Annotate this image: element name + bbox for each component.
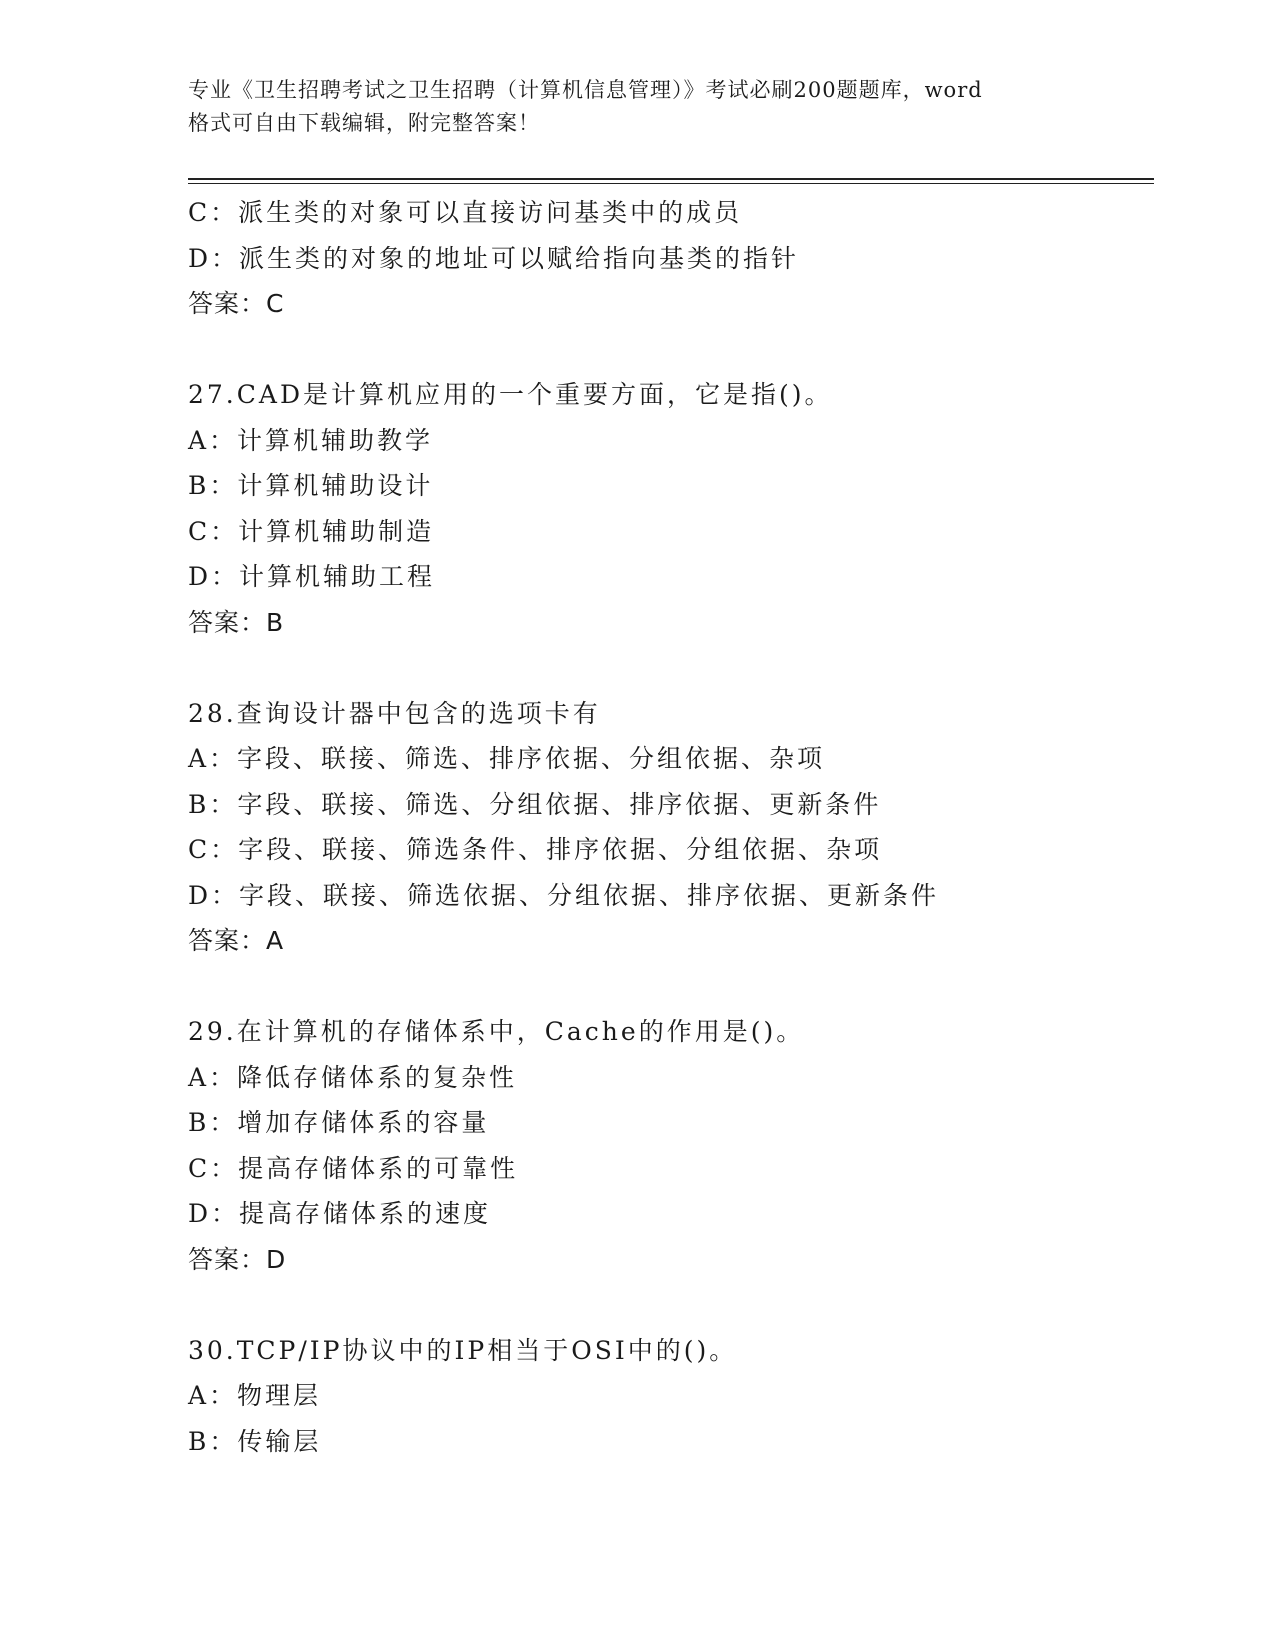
option-a: A：降低存储体系的复杂性: [188, 1062, 518, 1092]
spacer: [188, 964, 1148, 1010]
question-stem: 28.查询设计器中包含的选项卡有: [188, 698, 601, 728]
option-b: B：字段、联接、筛选、分组依据、排序依据、更新条件: [188, 789, 882, 819]
question-29: [188, 1009, 1148, 1282]
answer-line: 答案：B: [188, 607, 285, 637]
option-c: C：派生类的对象可以直接访问基类中的成员: [188, 198, 743, 227]
question-30: [188, 1328, 1148, 1465]
header-line-1: 专业《卫生招聘考试之卫生招聘（计算机信息管理）》考试必刷200题题库，word: [188, 78, 983, 102]
option-c: C：提高存储体系的可靠性: [188, 1153, 519, 1183]
spacer: [188, 645, 1148, 691]
option-a: A：物理层: [188, 1381, 322, 1410]
question-stem: 27.CAD是计算机应用的一个重要方面，它是指()。: [188, 380, 833, 409]
spacer: [188, 327, 1148, 373]
option-d: D：计算机辅助工程: [188, 562, 436, 591]
option-b: B：计算机辅助设计: [188, 471, 434, 500]
question-list: [188, 190, 1148, 1464]
option-a: A：字段、联接、筛选、排序依据、分组依据、杂项: [188, 744, 826, 773]
option-c: C：计算机辅助制造: [188, 516, 435, 546]
header-divider-thin: [188, 183, 1154, 184]
header-line-2: 格式可自由下载编辑，附完整答案！: [188, 111, 540, 135]
question-27: [188, 372, 1148, 645]
header-divider-thick: [188, 178, 1154, 180]
option-d: D：提高存储体系的速度: [188, 1199, 492, 1228]
question-26-tail: [188, 190, 1148, 327]
option-d: D：派生类的对象的地址可以赋给指向基类的指针: [188, 243, 800, 273]
answer-line: 答案：D: [188, 1244, 287, 1274]
option-b: B：增加存储体系的容量: [188, 1108, 490, 1137]
question-stem: 30.TCP/IP协议中的IP相当于OSI中的()。: [188, 1335, 738, 1365]
answer-line: 答案：A: [188, 926, 285, 955]
question-28: [188, 691, 1148, 964]
question-stem: 29.在计算机的存储体系中，Cache的作用是()。: [188, 1017, 805, 1046]
answer-line: 答案：C: [188, 289, 285, 318]
option-c: C：字段、联接、筛选条件、排序依据、分组依据、杂项: [188, 835, 883, 864]
option-a: A：计算机辅助教学: [188, 425, 434, 455]
spacer: [188, 1282, 1148, 1328]
option-d: D：字段、联接、筛选依据、分组依据、排序依据、更新条件: [188, 880, 940, 910]
document-header: [188, 74, 1088, 140]
option-b: B：传输层: [188, 1426, 322, 1456]
